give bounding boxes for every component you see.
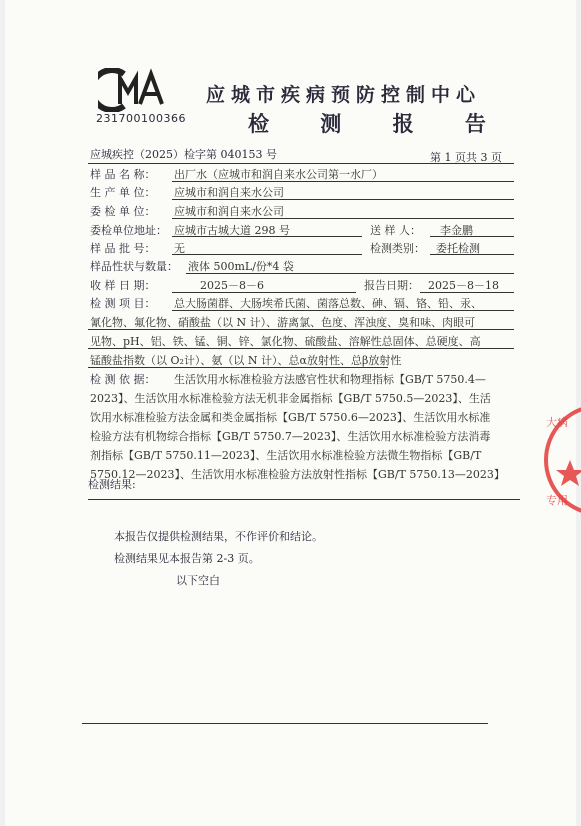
page-info: 第 1 页共 3 页 — [430, 151, 502, 164]
cert-number: 231700100366 — [96, 112, 186, 125]
report-number: 应城疾控（2025）检字第 040153 号 — [90, 148, 277, 161]
test-basis-line: 5750.12—2023】、生活饮用水标准检验方法放射性指标【GB/T 5750.13—2023】 — [90, 468, 505, 481]
receive-date-label: 收 样 日 期： — [90, 279, 156, 292]
underline — [88, 367, 388, 368]
client-address-label: 委检单位地址： — [90, 224, 167, 237]
underline — [172, 218, 514, 219]
client-unit-label: 委 检 单 位： — [90, 205, 156, 218]
underline — [172, 292, 356, 293]
sample-name-value: 出厂水（应城市和润自来水公司第一水厂） — [174, 168, 383, 181]
batch-label: 样 品 批 号： — [90, 242, 156, 255]
underline — [88, 348, 514, 349]
underline — [186, 273, 514, 274]
test-basis-label: 检 测 依 据： — [90, 373, 156, 386]
cma-logo — [98, 68, 178, 112]
underline — [172, 254, 362, 255]
batch-value: 无 — [174, 242, 185, 255]
sample-name-label: 样 品 名 称： — [90, 168, 156, 181]
underline — [172, 236, 362, 237]
results-label: 检测结果: — [88, 478, 136, 491]
underline — [430, 236, 514, 237]
test-basis-line: 生活饮用水标准检验方法感官性状和物理指标【GB/T 5750.4— — [174, 373, 486, 386]
client-unit-value: 应城市和润自来水公司 — [174, 205, 284, 218]
receive-date-value: 2025－8－6 — [200, 279, 264, 292]
client-address-value: 应城市古城大道 298 号 — [174, 224, 290, 237]
test-type-label: 检测类别： — [370, 242, 425, 255]
test-items-line: 氰化物、氟化物、硝酸盐（以 N 计）、游离氯、色度、浑浊度、臭和味、肉眼可 — [90, 316, 476, 329]
underline — [430, 254, 514, 255]
test-items-line: 锰酸盐指数（以 O₂计）、氨（以 N 计）、总α放射性、总β放射性 — [90, 354, 402, 367]
test-basis-line: 剂指标【GB/T 5750.11—2023】、生活饮用水标准检验方法微生物指标【GB/T — [90, 449, 482, 462]
header-rule — [88, 163, 514, 164]
production-unit-value: 应城市和润自来水公司 — [174, 186, 284, 199]
sample-state-value: 液体 500mL/份*4 袋 — [188, 260, 294, 273]
official-stamp — [540, 400, 581, 520]
test-items-line: 总大肠菌群、大肠埃希氏菌、菌落总数、砷、镉、铬、铅、汞、 — [174, 297, 482, 310]
underline — [172, 181, 514, 182]
test-type-value: 委托检测 — [436, 242, 480, 255]
test-basis-line: 检验方法有机物综合指标【GB/T 5750.7—2023】、生活饮用水标准检验方法消毒 — [90, 430, 491, 443]
test-items-label: 检 测 项 目： — [90, 297, 156, 310]
sample-state-label: 样品性状与数量： — [90, 260, 178, 273]
section-rule — [88, 499, 520, 500]
report-title: 检 测 报 告 — [248, 111, 508, 136]
organization-name: 应城市疾病预防控制中心 — [206, 84, 482, 106]
underline — [172, 310, 514, 311]
test-items-line: 见物、pH、铝、铁、锰、铜、锌、氯化物、硫酸盐、溶解性总固体、总硬度、高 — [90, 335, 481, 348]
results-line: 本报告仅提供检测结果，不作评价和结论。 — [114, 530, 323, 543]
test-basis-line: 2023】、生活饮用水标准检验方法无机非金属指标【GB/T 5750.5—2023】、生活 — [90, 392, 491, 405]
underline — [420, 292, 514, 293]
underline — [88, 329, 514, 330]
results-line: 检测结果见本报告第 2-3 页。 — [114, 552, 260, 565]
underline — [172, 199, 514, 200]
sender-label: 送 样 人： — [370, 224, 421, 237]
test-basis-line: 饮用水标准检验方法金属和类金属指标【GB/T 5750.6—2023】、生活饮用水标准 — [90, 411, 491, 424]
report-date-value: 2025－8－18 — [428, 279, 499, 292]
report-date-label: 报告日期： — [364, 279, 419, 292]
production-unit-label: 生 产 单 位： — [90, 186, 156, 199]
footer-rule — [82, 723, 488, 724]
sender-value: 李金鹏 — [440, 224, 473, 237]
svg-text:大病: 大病 — [546, 416, 568, 429]
svg-text:专用: 专用 — [546, 494, 568, 507]
end-blank-note: 以下空白 — [176, 574, 220, 587]
